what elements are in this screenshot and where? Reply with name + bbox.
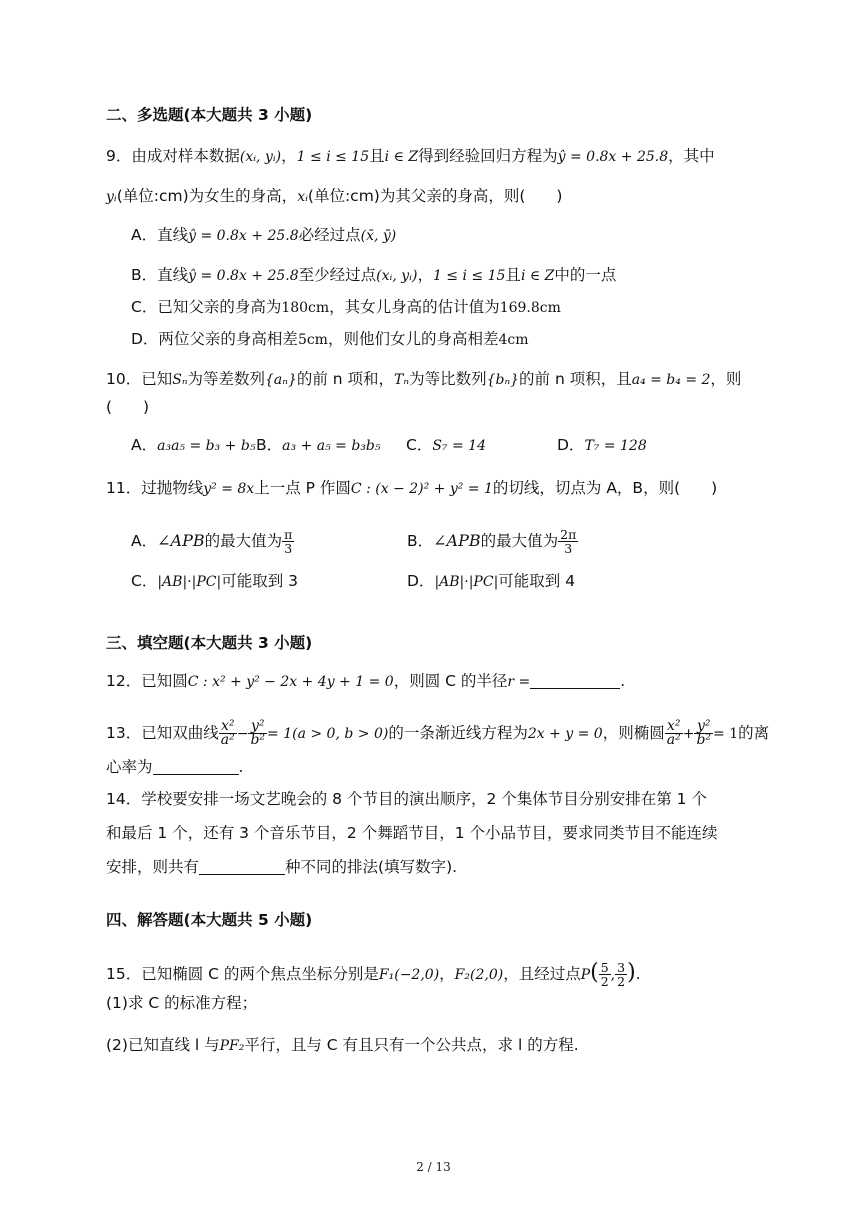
section-heading-answer: 四、解答题(本大题共 5 小题) (106, 911, 313, 929)
answer-blank[interactable] (530, 672, 620, 689)
question-10-option-d: D．T₇ = 128 (557, 436, 647, 454)
question-10-line-2: ( ) (106, 398, 150, 416)
answer-blank[interactable] (153, 758, 239, 775)
fraction-2pi-over-3: $\frac{2\pi}{3}$ (560, 527, 577, 556)
question-15-part-1: (1)求 C 的标准方程； (106, 994, 258, 1012)
question-14-line-1: 14．学校要安排一场文艺晚会的 8 个节目的演出顺序，2 个集体节目分别安排在第 1 个 (106, 790, 707, 808)
section-heading-multiple-choice: 二、多选题(本大题共 3 小题) (106, 106, 313, 124)
math-regression-equation: ŷ = 0.8x + 25.8 (557, 149, 669, 165)
question-13-line-1: 13．已知双曲线 $\frac{\text{x²}}{\text{a²}}$ − $\frac{\text{y²}}{\text{b²}}$ = 1(a > 0, b > 0)的一条渐近线方程为2x + y = 0，则椭圆 $\frac{\text{x²}}{\text{a²}}$ + $\frac{\text{y²}}{\text{b²}}$ = 1的离 (106, 718, 770, 748)
question-10-option-b: B．a₃ + a₅ = b₃b₅ (256, 436, 381, 454)
question-11-option-c: C．|AB|·|PC|可能取到 3 (131, 572, 298, 590)
math-sample-pair: (xᵢ, yᵢ) (239, 149, 282, 165)
question-9-option-c: C．已知父亲的身高为180cm，其女儿身高的估计值为169.8cm (131, 298, 561, 316)
fraction-pi-over-3: $\frac{\pi}{3}$ (284, 527, 293, 556)
question-13-line-2: 心率为 . (106, 758, 244, 776)
question-11-option-a: A．∠APB的最大值为 $\frac{\pi}{3}$ (131, 527, 293, 556)
question-15-line-1: 15．已知椭圆 C 的两个焦点坐标分别是F₁(−2,0)，F₂(2,0)，且经过点P( $\frac{5}{2}$ , $\frac{3}{2}$ ). (106, 960, 641, 989)
answer-blank[interactable] (199, 858, 285, 875)
question-11-option-d: D．|AB|·|PC|可能取到 4 (407, 572, 576, 590)
math-integer-cond: i ∈ Z (384, 149, 419, 165)
question-10-option-a: A．a₃a₅ = b₃ + b₅ (131, 436, 256, 454)
question-9-option-b: B．直线ŷ = 0.8x + 25.8至少经过点(xᵢ, yᵢ)，1 ≤ i ≤ 15且i ∈ Z中的一点 (131, 266, 617, 284)
question-11-option-b: B．∠APB的最大值为 $\frac{2\pi}{3}$ (407, 527, 577, 556)
question-9-option-a: A．直线ŷ = 0.8x + 25.8必经过点(x̄, ȳ) (131, 226, 397, 244)
question-10-line-1: 10．已知Sₙ为等差数列{aₙ}的前 n 项和，Tₙ为等比数列{bₙ}的前 n 项积，且a₄ = b₄ = 2，则 (106, 370, 742, 388)
section-heading-fill-in: 三、填空题(本大题共 3 小题) (106, 634, 313, 652)
page-number: 2 / 13 (416, 1160, 451, 1174)
question-15-part-2: (2)已知直线 l 与PF₂平行，且与 C 有且只有一个公共点，求 l 的方程. (106, 1036, 579, 1054)
question-9-line-2: yᵢ(单位:cm)为女生的身高，xᵢ(单位:cm)为其父亲的身高，则( ) (106, 187, 563, 205)
question-11-line-1: 11．过抛物线y² = 8x上一点 P 作圆C : (x − 2)² + y² = 1的切线，切点为 A，B，则( ) (106, 479, 718, 497)
question-9-option-d: D．两位父亲的身高相差5cm，则他们女儿的身高相差4cm (131, 330, 529, 348)
question-14-line-2: 和最后 1 个，还有 3 个音乐节目，2 个舞蹈节目，1 个小品节目，要求同类节目不能连续 (106, 824, 718, 842)
question-12: 12．已知圆C : x² + y² − 2x + 4y + 1 = 0，则圆 C 的半径r = . (106, 672, 626, 690)
math-index-range: 1 ≤ i ≤ 15 (296, 149, 370, 165)
question-10-option-c: C．S₇ = 14 (406, 436, 486, 454)
question-9-line-1: 9．由成对样本数据(xᵢ, yᵢ)，1 ≤ i ≤ 15且i ∈ Z得到经验回归方程为ŷ = 0.8x + 25.8，其中 (106, 147, 715, 165)
question-14-line-3: 安排，则共有 种不同的排法(填写数字). (106, 858, 458, 876)
